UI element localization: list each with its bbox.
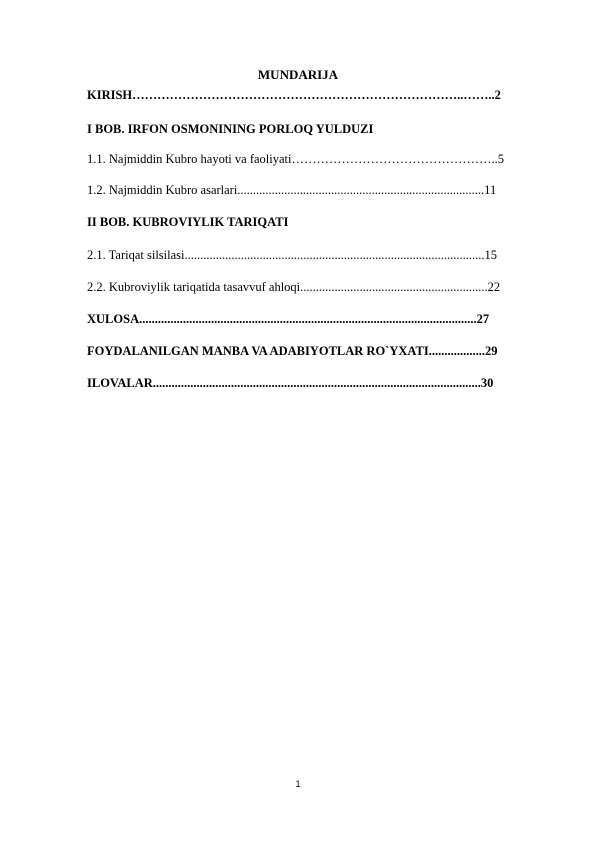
toc-entry-xulosa: XULOSA............................................................................................................27 bbox=[87, 312, 490, 326]
toc-entry-1-2: 1.2. Najmiddin Kubro asarlari...............................................................................11 bbox=[87, 183, 497, 197]
toc-chapter-2: II BOB. KUBROVIYLIK TARIQATI bbox=[87, 215, 289, 229]
page-number: 1 bbox=[295, 779, 301, 789]
toc-entry-1-1: 1.1. Najmiddin Kubro hayoti va faoliyati…………………………………………..5 bbox=[87, 152, 504, 166]
toc-chapter-1: I BOB. IRFON OSMONINING PORLOQ YULDUZI bbox=[87, 122, 374, 136]
toc-entry-manba: FOYDALANILGAN MANBA VA ADABIYOTLAR RO`YXATI..................29 bbox=[87, 344, 498, 358]
page-title: MUNDARIJA bbox=[257, 67, 339, 82]
toc-entry-2-1: 2.1. Tariqat silsilasi................................................................................................15 bbox=[87, 248, 497, 262]
toc-entry-2-2: 2.2. Kubroviylik tariqatida tasavvuf ahloqi............................................................22 bbox=[87, 280, 501, 294]
toc-entry-ilovalar: ILOVALAR.........................................................................................................30 bbox=[87, 376, 494, 390]
toc-entry-kirish: KIRISH……………………………………………………………………..……..2 bbox=[87, 88, 501, 102]
